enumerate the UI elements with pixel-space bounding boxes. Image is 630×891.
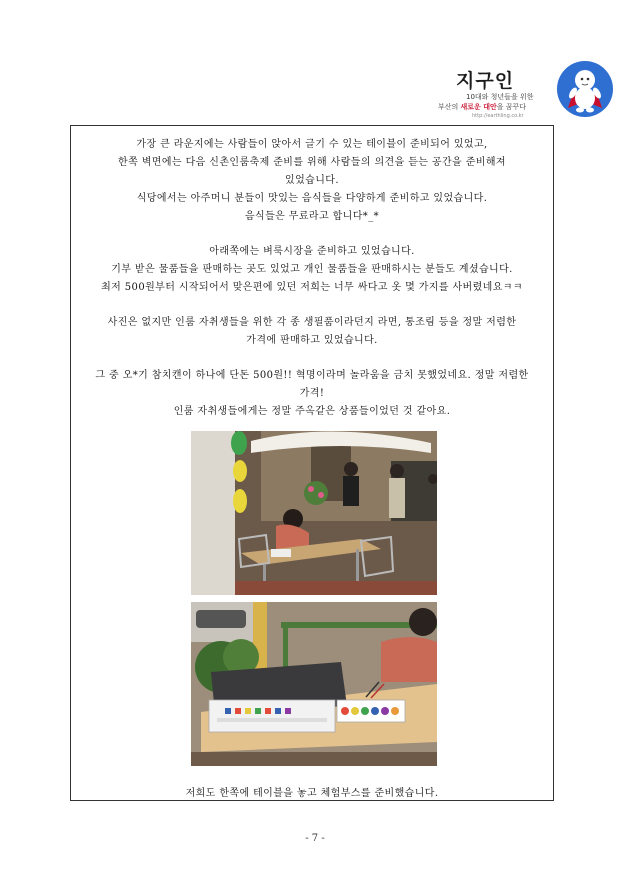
logo-tagline-2 xyxy=(438,102,526,112)
content-frame xyxy=(70,125,554,801)
text-line: 최저 500원부터 시작되어서 맞은편에 있던 저희는 너무 싸다고 옷 몇 가지를 사버렸네요ㅋㅋ xyxy=(101,282,523,293)
text-line: 음식들은 무료라고 합니다*_* xyxy=(244,211,380,222)
text-line: 가격! xyxy=(299,388,325,399)
body-text xyxy=(71,136,553,421)
text-line: 기부 받은 물품들을 판매하는 곳도 있었고 개인 물품들을 판매하시는 분들도 계셨습니다. xyxy=(111,264,513,275)
photo-caption: 저희도 한쪽에 테이블을 놓고 체험부스를 준비했습니다. xyxy=(185,788,439,799)
text-line: 식당에서는 아주머니 분들이 맛있는 음식들을 다양하게 준비하고 있었습니다. xyxy=(136,193,488,204)
photo-craft-booth xyxy=(191,602,437,766)
text-line: 가장 큰 라운지에는 사람들이 앉아서 글기 수 있는 테이블이 준비되어 있었고, xyxy=(136,139,488,150)
page-number: - 7 - xyxy=(305,833,325,844)
photo-market-table xyxy=(191,431,437,595)
logo xyxy=(414,60,614,120)
mascot-icon xyxy=(556,60,614,118)
logo-title: 지구인 xyxy=(456,70,515,92)
photo-market-table-image xyxy=(191,431,437,595)
logo-tagline-1: 10대와 청년들을 위한 xyxy=(466,93,534,101)
logo-url: http://earthling.co.kr xyxy=(472,113,524,119)
text-line: 사진은 없지만 인룸 자취생들을 위한 각 종 생필품이라던지 라면, 통조림 등을 정말 저렴한 xyxy=(107,317,517,328)
logo-tagline-2-highlight: 새로운 대안 xyxy=(460,103,497,111)
text-line: 아래쪽에는 벼룩시장을 준비하고 있었습니다. xyxy=(209,246,415,257)
text-line: 있었습니다. xyxy=(285,175,339,186)
logo-tagline-2-pre: 부산의 xyxy=(438,103,461,111)
text-line: 그 중 오*기 참치캔이 하나에 단돈 500원!! 혁명이라며 놀라움을 금치 못했었네요. 정말 저렴한 xyxy=(95,370,529,381)
text-line: 인룸 자취생들에게는 정말 주옥같은 상품들이었던 것 같아요. xyxy=(173,406,451,417)
text-line: 한쪽 벽면에는 다음 신촌인룸축제 준비를 위해 사람들의 의견을 듣는 공간을 준비해져 xyxy=(118,157,506,168)
logo-tagline-2-post: 을 꿈꾸다 xyxy=(496,103,527,111)
photo-craft-booth-image xyxy=(191,602,437,766)
text-line: 가격에 판매하고 있었습니다. xyxy=(246,335,378,346)
